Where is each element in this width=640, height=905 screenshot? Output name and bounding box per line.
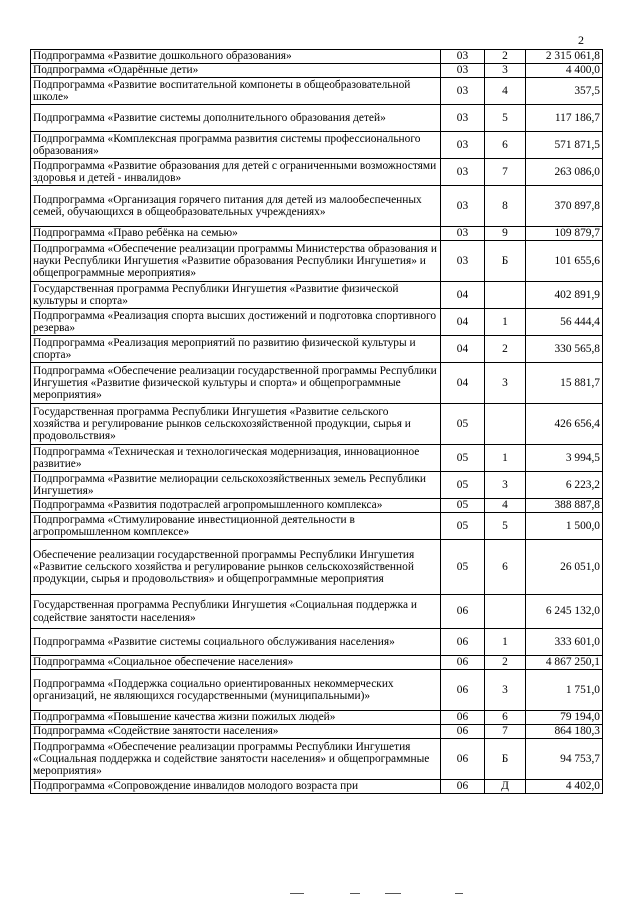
- program-name-cell: Государственная программа Республики Ингушетия «Развитие физической культуры и спорта»: [31, 282, 441, 309]
- code-section-cell: 03: [441, 186, 485, 227]
- table-row: [31, 780, 603, 794]
- amount-cell: 864 180,3: [526, 725, 603, 739]
- program-name-cell: Государственная программа Республики Ингушетия «Развитие сельского хозяйства и регулирование рынков сельскохозяйственной продукции, сырья и продовольствия»: [31, 404, 441, 445]
- amount-cell: 263 086,0: [526, 159, 603, 186]
- table-row: [31, 540, 603, 595]
- table-row: [31, 159, 603, 186]
- code-subsection-cell: 3: [485, 363, 526, 404]
- code-section-cell: 03: [441, 132, 485, 159]
- code-section-cell: 06: [441, 725, 485, 739]
- program-name-cell: Подпрограмма «Развитие дошкольного образования»: [31, 50, 441, 64]
- code-subsection-cell: [485, 404, 526, 445]
- code-subsection-cell: 9: [485, 227, 526, 241]
- program-name-cell: Подпрограмма «Поддержка социально ориентированных некоммерческих организаций, не являющихся государственными (муниципальными)»: [31, 670, 441, 711]
- program-name-cell: Подпрограмма «Развитие системы дополнительного образования детей»: [31, 105, 441, 132]
- code-section-cell: 03: [441, 50, 485, 64]
- budget-table: [30, 49, 603, 794]
- program-name-cell: Подпрограмма «Содействие занятости населения»: [31, 725, 441, 739]
- code-subsection-cell: 3: [485, 64, 526, 78]
- table-row: [31, 50, 603, 64]
- code-subsection-cell: 2: [485, 336, 526, 363]
- amount-cell: 6 223,2: [526, 472, 603, 499]
- program-name-cell: Подпрограмма «Развитие воспитательной компонеты в общеобразовательной школе»: [31, 78, 441, 105]
- table-row: [31, 186, 603, 227]
- amount-cell: 370 897,8: [526, 186, 603, 227]
- code-subsection-cell: 2: [485, 50, 526, 64]
- amount-cell: 4 867 250,1: [526, 656, 603, 670]
- code-subsection-cell: Б: [485, 739, 526, 780]
- code-section-cell: 06: [441, 670, 485, 711]
- code-subsection-cell: 2: [485, 656, 526, 670]
- program-name-cell: Подпрограмма «Развития подотраслей агропромышленного комплекса»: [31, 499, 441, 513]
- amount-cell: 4 402,0: [526, 780, 603, 794]
- table-row: [31, 670, 603, 711]
- code-subsection-cell: [485, 595, 526, 629]
- page-number: 2: [578, 33, 584, 47]
- scan-artifact: [290, 893, 304, 894]
- program-name-cell: Подпрограмма «Комплексная программа развития системы профессионального образования»: [31, 132, 441, 159]
- code-subsection-cell: 3: [485, 472, 526, 499]
- program-name-cell: Подпрограмма «Обеспечение реализации программы Министерства образования и науки Республики Ингушетия «Развитие образования Республики Ингушетия» и общепрограммные мероприятия»: [31, 241, 441, 282]
- table-row: [31, 336, 603, 363]
- amount-cell: 330 565,8: [526, 336, 603, 363]
- program-name-cell: Подпрограмма «Повышение качества жизни пожилых людей»: [31, 711, 441, 725]
- amount-cell: 1 751,0: [526, 670, 603, 711]
- program-name-cell: Подпрограмма «Развитие системы социального обслуживания населения»: [31, 629, 441, 656]
- program-name-cell: Подпрограмма «Социальное обеспечение населения»: [31, 656, 441, 670]
- program-name-cell: Подпрограмма «Право ребёнка на семью»: [31, 227, 441, 241]
- program-name-cell: Подпрограмма «Реализация спорта высших достижений и подготовка спортивного резерва»: [31, 309, 441, 336]
- code-subsection-cell: Д: [485, 780, 526, 794]
- code-section-cell: 06: [441, 656, 485, 670]
- table-row: [31, 711, 603, 725]
- program-name-cell: Подпрограмма «Стимулирование инвестиционной деятельности в агропромышленном комплексе»: [31, 513, 441, 540]
- program-name-cell: Подпрограмма «Обеспечение реализации государственной программы Республики Ингушетия «Развитие физической культуры и спорта» и общепрограммные мероприятия»: [31, 363, 441, 404]
- amount-cell: 101 655,6: [526, 241, 603, 282]
- scan-artifact: [455, 893, 463, 894]
- amount-cell: 94 753,7: [526, 739, 603, 780]
- code-subsection-cell: 6: [485, 711, 526, 725]
- program-name-cell: Подпрограмма «Развитие мелиорации сельскохозяйственных земель Республики Ингушетия»: [31, 472, 441, 499]
- code-section-cell: 04: [441, 309, 485, 336]
- amount-cell: 117 186,7: [526, 105, 603, 132]
- table-row: [31, 472, 603, 499]
- table-row: [31, 595, 603, 629]
- program-name-cell: Подпрограмма «Сопровождение инвалидов молодого возраста при: [31, 780, 441, 794]
- amount-cell: 109 879,7: [526, 227, 603, 241]
- table-row: [31, 132, 603, 159]
- amount-cell: 79 194,0: [526, 711, 603, 725]
- amount-cell: 56 444,4: [526, 309, 603, 336]
- program-name-cell: Подпрограмма «Обеспечение реализации программы Республики Ингушетия «Социальная поддержка и содействие занятости населения» и общепрограммные мероприятия»: [31, 739, 441, 780]
- amount-cell: 6 245 132,0: [526, 595, 603, 629]
- code-subsection-cell: 4: [485, 78, 526, 105]
- table-row: [31, 499, 603, 513]
- amount-cell: 571 871,5: [526, 132, 603, 159]
- code-subsection-cell: 6: [485, 540, 526, 595]
- code-subsection-cell: 4: [485, 499, 526, 513]
- table-row: [31, 64, 603, 78]
- code-section-cell: 06: [441, 739, 485, 780]
- table-row: [31, 78, 603, 105]
- table-row: [31, 739, 603, 780]
- table-row: [31, 404, 603, 445]
- table-row: [31, 725, 603, 739]
- code-section-cell: 05: [441, 445, 485, 472]
- code-section-cell: 06: [441, 595, 485, 629]
- amount-cell: 15 881,7: [526, 363, 603, 404]
- amount-cell: 357,5: [526, 78, 603, 105]
- code-section-cell: 03: [441, 159, 485, 186]
- table-row: [31, 363, 603, 404]
- table-row: [31, 513, 603, 540]
- amount-cell: 3 994,5: [526, 445, 603, 472]
- scan-artifact: [385, 893, 401, 894]
- amount-cell: 26 051,0: [526, 540, 603, 595]
- code-section-cell: 04: [441, 282, 485, 309]
- amount-cell: 426 656,4: [526, 404, 603, 445]
- table-row: [31, 445, 603, 472]
- code-subsection-cell: Б: [485, 241, 526, 282]
- table-row: [31, 241, 603, 282]
- code-subsection-cell: [485, 282, 526, 309]
- scan-artifact: [350, 893, 360, 894]
- table-row: [31, 227, 603, 241]
- program-name-cell: Подпрограмма «Организация горячего питания для детей из малообеспеченных семей, обучающихся в общеобразовательных учреждениях»: [31, 186, 441, 227]
- code-subsection-cell: 1: [485, 309, 526, 336]
- program-name-cell: Подпрограмма «Техническая и технологическая модернизация, инновационное развитие»: [31, 445, 441, 472]
- program-name-cell: Подпрограмма «Одарённые дети»: [31, 64, 441, 78]
- code-section-cell: 06: [441, 780, 485, 794]
- amount-cell: 388 887,8: [526, 499, 603, 513]
- amount-cell: 1 500,0: [526, 513, 603, 540]
- code-section-cell: 05: [441, 513, 485, 540]
- table-row: [31, 282, 603, 309]
- amount-cell: 2 315 061,8: [526, 50, 603, 64]
- code-section-cell: 03: [441, 64, 485, 78]
- table-row: [31, 629, 603, 656]
- code-section-cell: 05: [441, 499, 485, 513]
- table-row: [31, 309, 603, 336]
- code-subsection-cell: 5: [485, 105, 526, 132]
- code-subsection-cell: 7: [485, 159, 526, 186]
- code-section-cell: 03: [441, 241, 485, 282]
- code-section-cell: 06: [441, 629, 485, 656]
- code-section-cell: 04: [441, 363, 485, 404]
- table-row: [31, 656, 603, 670]
- program-name-cell: Подпрограмма «Реализация мероприятий по развитию физической культуры и спорта»: [31, 336, 441, 363]
- code-subsection-cell: 8: [485, 186, 526, 227]
- code-section-cell: 05: [441, 404, 485, 445]
- code-section-cell: 05: [441, 540, 485, 595]
- amount-cell: 402 891,9: [526, 282, 603, 309]
- table-row: [31, 105, 603, 132]
- budget-table-body: [31, 50, 603, 794]
- amount-cell: 333 601,0: [526, 629, 603, 656]
- amount-cell: 4 400,0: [526, 64, 603, 78]
- code-section-cell: 06: [441, 711, 485, 725]
- code-section-cell: 03: [441, 105, 485, 132]
- code-subsection-cell: 1: [485, 629, 526, 656]
- program-name-cell: Обеспечение реализации государственной программы Республики Ингушетия «Развитие сельского хозяйства и регулирование рынков сельскохозяйственной продукции, сырья и продовольствия» и общепрограммные мероприятия: [31, 540, 441, 595]
- code-subsection-cell: 3: [485, 670, 526, 711]
- code-subsection-cell: 7: [485, 725, 526, 739]
- code-subsection-cell: 5: [485, 513, 526, 540]
- code-subsection-cell: 1: [485, 445, 526, 472]
- code-section-cell: 04: [441, 336, 485, 363]
- code-section-cell: 03: [441, 227, 485, 241]
- code-subsection-cell: 6: [485, 132, 526, 159]
- program-name-cell: Подпрограмма «Развитие образования для детей с ограниченными возможностями здоровья и детей - инвалидов»: [31, 159, 441, 186]
- code-section-cell: 03: [441, 78, 485, 105]
- program-name-cell: Государственная программа Республики Ингушетия «Социальная поддержка и содействие занятости населения»: [31, 595, 441, 629]
- code-section-cell: 05: [441, 472, 485, 499]
